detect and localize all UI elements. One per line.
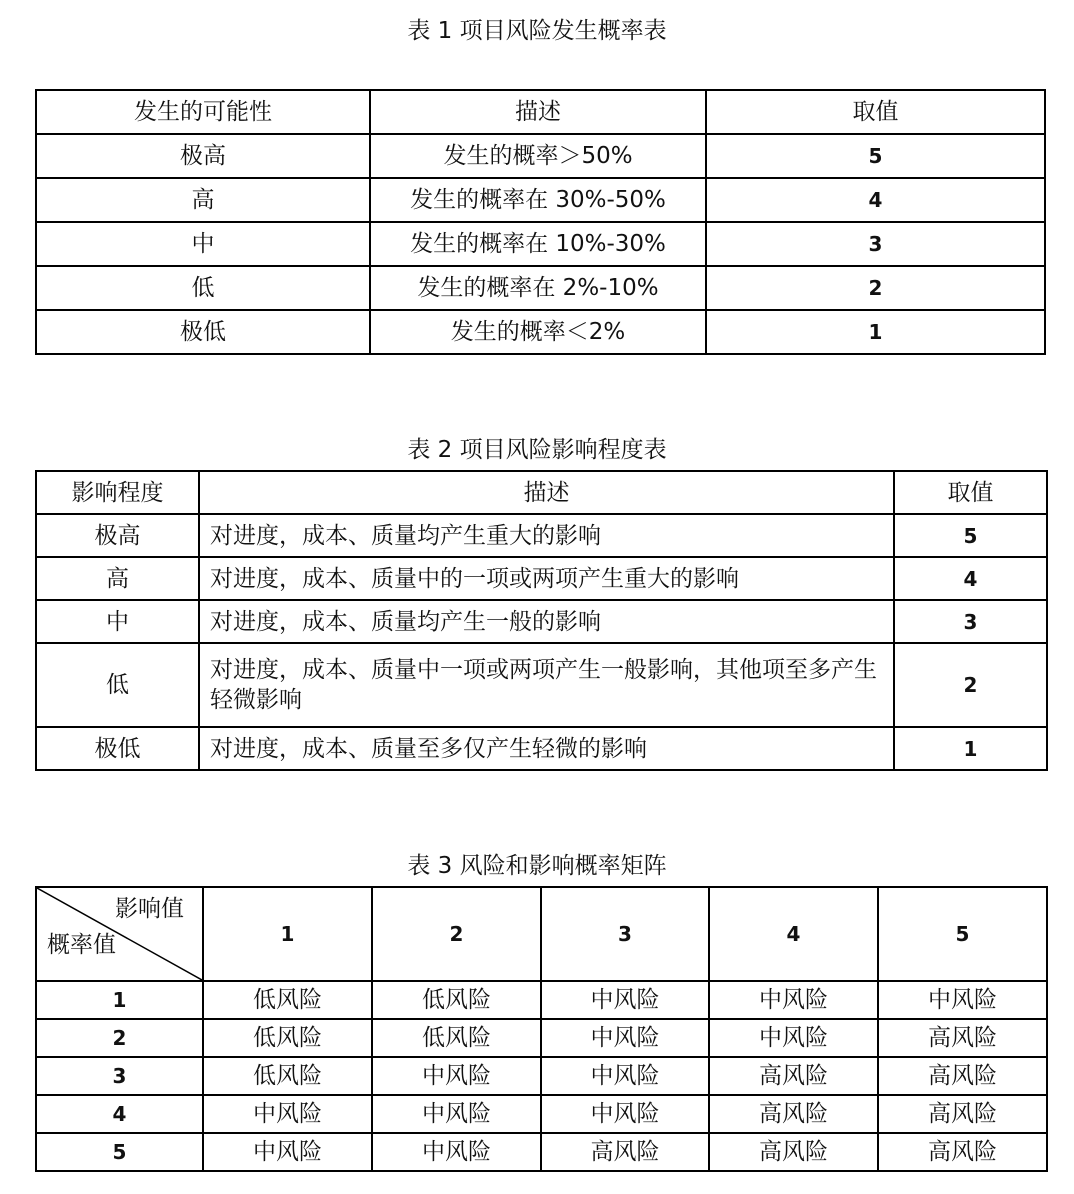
value-cell: 4	[894, 557, 1047, 600]
table-row	[36, 514, 1047, 557]
impact-level-cell: 中	[36, 600, 199, 643]
risk-cell: 中风险	[203, 1133, 372, 1171]
impact-level-cell: 低	[36, 643, 199, 727]
risk-cell: 高风险	[709, 1133, 878, 1171]
impact-level-cell: 极低	[36, 727, 199, 770]
table-row	[36, 134, 1045, 178]
probability-row-header: 4	[36, 1095, 203, 1133]
table-header-row	[36, 887, 1047, 981]
table-row	[36, 1095, 1047, 1133]
likelihood-cell: 极高	[36, 134, 370, 178]
likelihood-cell: 高	[36, 178, 370, 222]
probability-row-header: 2	[36, 1019, 203, 1057]
probability-row-header: 1	[36, 981, 203, 1019]
table-row	[36, 266, 1045, 310]
risk-cell: 中风险	[372, 1057, 541, 1095]
diagonal-corner-cell	[36, 887, 203, 981]
impact-column-header: 4	[709, 887, 878, 981]
impact-table	[35, 470, 1048, 771]
probability-table	[35, 89, 1046, 355]
column-header: 取值	[894, 471, 1047, 514]
description-cell: 发生的概率在 10%-30%	[370, 222, 706, 266]
risk-cell: 高风险	[878, 1019, 1047, 1057]
risk-cell: 高风险	[541, 1133, 709, 1171]
impact-column-header: 2	[372, 887, 541, 981]
description-cell: 对进度，成本、质量均产生一般的影响	[199, 600, 894, 643]
impact-level-cell: 极高	[36, 514, 199, 557]
table-row	[36, 178, 1045, 222]
risk-cell: 中风险	[541, 1095, 709, 1133]
probability-row-header: 3	[36, 1057, 203, 1095]
table-row	[36, 310, 1045, 354]
description-cell: 发生的概率在 2%-10%	[370, 266, 706, 310]
impact-level-cell: 高	[36, 557, 199, 600]
description-cell: 对进度，成本、质量均产生重大的影响	[199, 514, 894, 557]
risk-cell: 中风险	[541, 1057, 709, 1095]
risk-cell: 高风险	[878, 1095, 1047, 1133]
table-row	[36, 222, 1045, 266]
value-cell: 3	[894, 600, 1047, 643]
risk-cell: 高风险	[878, 1057, 1047, 1095]
risk-cell: 中风险	[372, 1095, 541, 1133]
description-cell: 发生的概率＜2%	[370, 310, 706, 354]
table-row	[36, 1019, 1047, 1057]
table-row	[36, 727, 1047, 770]
risk-cell: 高风险	[709, 1057, 878, 1095]
risk-cell: 低风险	[203, 981, 372, 1019]
table3-caption: 表 3 风险和影响概率矩阵	[407, 853, 667, 879]
table-header-row	[36, 90, 1045, 134]
value-cell: 2	[894, 643, 1047, 727]
column-header: 描述	[370, 90, 706, 134]
table-row	[36, 600, 1047, 643]
risk-cell: 中风险	[709, 981, 878, 1019]
risk-cell: 高风险	[709, 1095, 878, 1133]
risk-cell: 中风险	[541, 981, 709, 1019]
column-header: 发生的可能性	[36, 90, 370, 134]
risk-cell: 中风险	[541, 1019, 709, 1057]
value-cell: 1	[706, 310, 1045, 354]
column-header: 影响程度	[36, 471, 199, 514]
description-cell: 对进度，成本、质量至多仅产生轻微的影响	[199, 727, 894, 770]
risk-cell: 低风险	[203, 1057, 372, 1095]
risk-cell: 高风险	[878, 1133, 1047, 1171]
likelihood-cell: 低	[36, 266, 370, 310]
impact-column-header: 1	[203, 887, 372, 981]
risk-cell: 低风险	[372, 1019, 541, 1057]
description-cell: 对进度，成本、质量中一项或两项产生一般影响，其他项至多产生轻微影响	[199, 643, 894, 727]
impact-column-header: 5	[878, 887, 1047, 981]
table-row	[36, 557, 1047, 600]
column-header: 描述	[199, 471, 894, 514]
description-cell: 发生的概率在 30%-50%	[370, 178, 706, 222]
probability-axis-label: 概率值	[47, 932, 116, 958]
value-cell: 5	[894, 514, 1047, 557]
value-cell: 1	[894, 727, 1047, 770]
table2-caption: 表 2 项目风险影响程度表	[407, 437, 667, 463]
risk-cell: 中风险	[372, 1133, 541, 1171]
value-cell: 4	[706, 178, 1045, 222]
risk-cell: 中风险	[709, 1019, 878, 1057]
likelihood-cell: 极低	[36, 310, 370, 354]
impact-axis-label: 影响值	[115, 896, 184, 922]
value-cell: 3	[706, 222, 1045, 266]
risk-cell: 低风险	[203, 1019, 372, 1057]
table-row	[36, 1057, 1047, 1095]
table-header-row	[36, 471, 1047, 514]
risk-cell: 低风险	[372, 981, 541, 1019]
likelihood-cell: 中	[36, 222, 370, 266]
value-cell: 2	[706, 266, 1045, 310]
risk-matrix-table	[35, 886, 1048, 1172]
impact-column-header: 3	[541, 887, 709, 981]
probability-row-header: 5	[36, 1133, 203, 1171]
table-row	[36, 643, 1047, 727]
risk-cell: 中风险	[203, 1095, 372, 1133]
value-cell: 5	[706, 134, 1045, 178]
table1-caption: 表 1 项目风险发生概率表	[407, 18, 667, 44]
table-row	[36, 981, 1047, 1019]
table-row	[36, 1133, 1047, 1171]
description-cell: 发生的概率＞50%	[370, 134, 706, 178]
column-header: 取值	[706, 90, 1045, 134]
risk-cell: 中风险	[878, 981, 1047, 1019]
description-cell: 对进度，成本、质量中的一项或两项产生重大的影响	[199, 557, 894, 600]
